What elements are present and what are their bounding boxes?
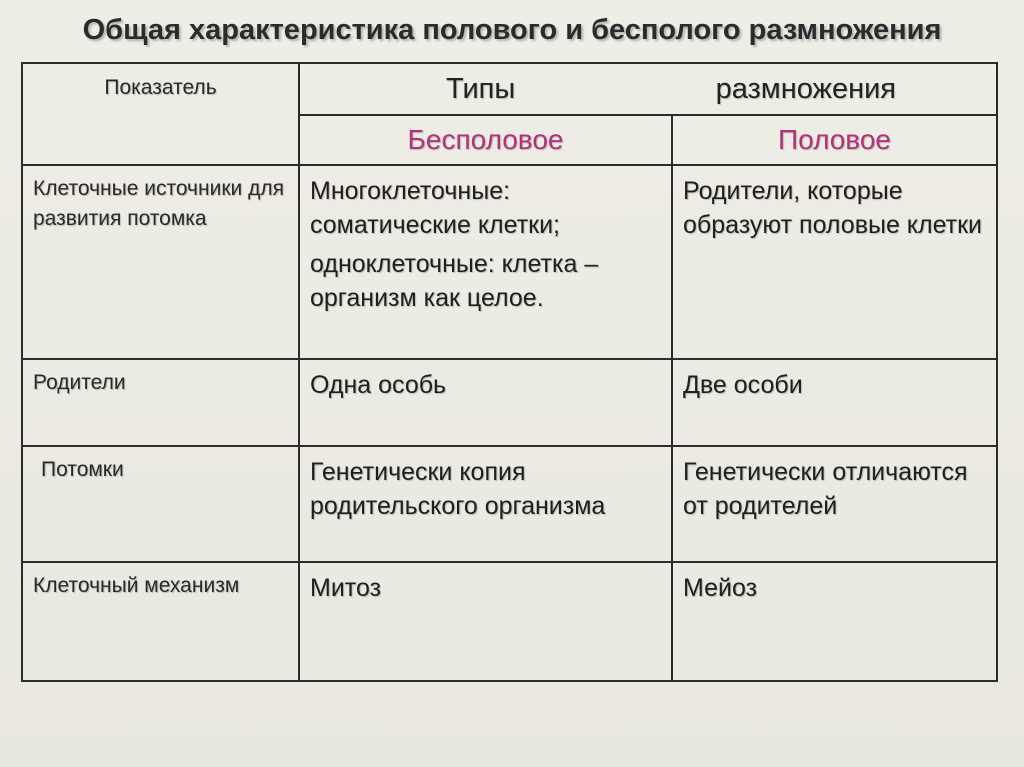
cell-asexual: Одна особь — [299, 359, 672, 445]
table-row-offspring — [22, 446, 997, 563]
cell-asexual: Митоз — [299, 562, 672, 681]
table-row-parents — [22, 359, 997, 445]
cell-asexual: Генетически копия родительского организма — [299, 446, 672, 563]
row-label: Потомки — [22, 446, 299, 563]
cell-sexual: Две особи — [672, 359, 997, 445]
table-row-cell-sources — [22, 165, 997, 359]
header-indicator: Показатель — [22, 63, 299, 165]
header-asexual: Бесполовое — [299, 115, 672, 165]
cell-asexual-line2: одноклеточные: клетка – организм как целое. — [310, 250, 599, 313]
cell-sexual: Мейоз — [672, 562, 997, 681]
header-types-word2: размножения — [715, 72, 896, 105]
cell-sexual: Генетически отличаются от родителей — [672, 446, 997, 563]
header-types — [299, 63, 997, 115]
table-row-cell-mechanism — [22, 562, 997, 681]
header-sexual: Половое — [672, 115, 997, 165]
cell-asexual — [299, 165, 672, 359]
header-row-types — [22, 63, 997, 115]
slide-title: Общая характеристика полового и бесполого размножения — [82, 14, 942, 46]
row-label: Родители — [22, 359, 299, 445]
row-label: Клеточный механизм — [22, 562, 299, 681]
header-types-word1: Типы — [446, 72, 516, 105]
cell-asexual-line1: Многоклеточные: соматические клетки; — [310, 177, 560, 240]
cell-sexual: Родители, которые образуют половые клетки — [672, 165, 997, 359]
row-label: Клеточные источники для развития потомка — [22, 165, 299, 359]
reproduction-table — [21, 62, 998, 682]
